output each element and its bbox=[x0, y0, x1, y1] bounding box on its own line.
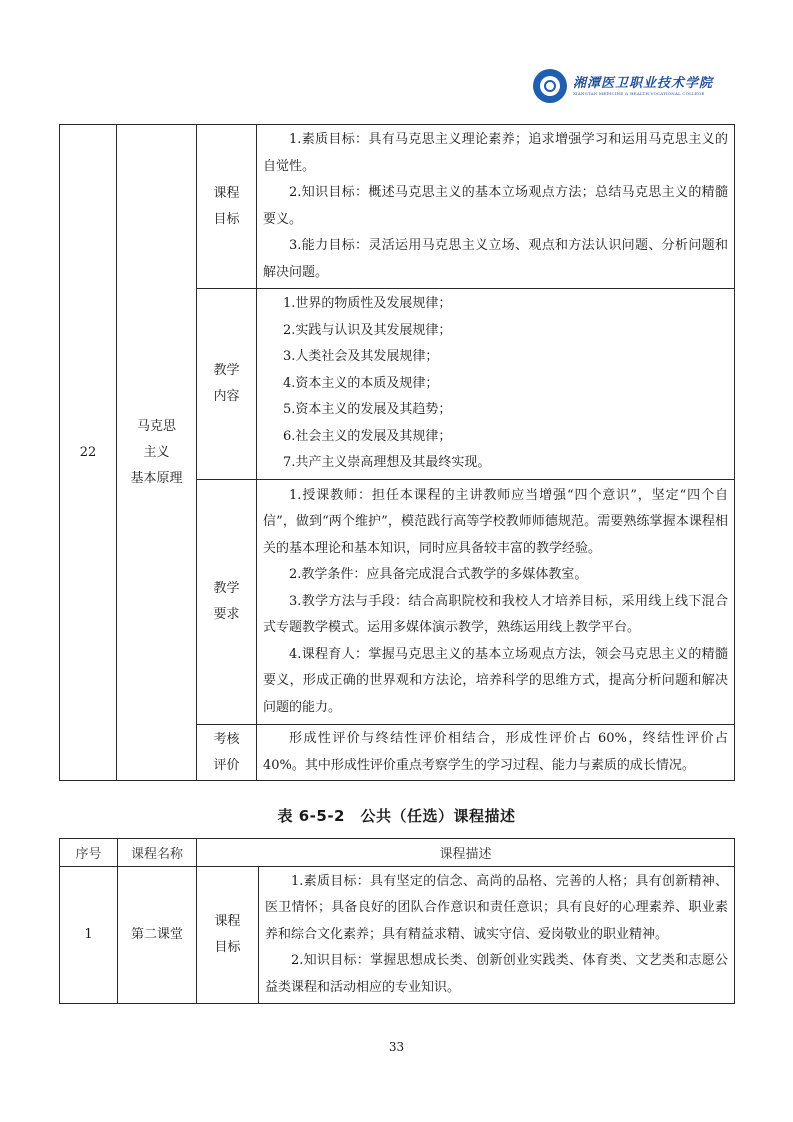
header-index: 序号 bbox=[60, 839, 118, 867]
label-line: 教学 bbox=[213, 363, 240, 378]
paragraph: 2.知识目标：概述马克思主义的基本立场观点方法；总结马克思主义的精髓要义。 bbox=[263, 185, 728, 227]
label-line: 课程 bbox=[213, 185, 240, 201]
label-line: 目标 bbox=[214, 940, 241, 955]
label-line: 教学 bbox=[213, 581, 240, 596]
paragraph: 形成性评价与终结性评价相结合，形成性评价占 60%，终结性评价占 40%。其中形成性评价重点考察学生的学习过程、能力与素质的成长情况。 bbox=[263, 731, 728, 773]
list-item: 7.共产主义崇高理想及其最终实现。 bbox=[283, 455, 491, 471]
college-name-cn: 湘潭医卫职业技术学院 bbox=[573, 75, 714, 91]
paragraph: 1.授课教师：担任本课程的主讲教师应当增强“四个意识”，坚定“四个自信”，做到“两个维护”，模范践行高等学校教师师德规范。需要熟练掌握本课程相关的基本理论和基本知识，同时应具备较丰富的教学经验。 bbox=[263, 487, 728, 556]
section-label-goals bbox=[197, 867, 259, 1004]
section-content-requirements bbox=[257, 480, 735, 725]
section-label-goals bbox=[197, 125, 257, 289]
list-item: 3.人类社会及其发展规律； bbox=[283, 349, 439, 365]
label-line: 目标 bbox=[213, 211, 240, 227]
label-line: 内容 bbox=[213, 389, 240, 404]
list-item: 5.资本主义的发展及其趋势； bbox=[283, 402, 452, 418]
college-logo bbox=[533, 66, 713, 106]
section-label-assessment bbox=[197, 725, 257, 781]
header-course-name: 课程名称 bbox=[118, 839, 197, 867]
label-line: 评价 bbox=[213, 757, 240, 773]
row-index: 1 bbox=[60, 867, 118, 1004]
section-label-content bbox=[197, 289, 257, 480]
header-course-description: 课程描述 bbox=[197, 839, 735, 867]
list-item: 2.实践与认识及其发展规律； bbox=[283, 322, 452, 338]
course-name-line: 马克思 bbox=[136, 418, 176, 434]
paragraph: 2.教学条件：应具备完成混合式教学的多媒体教室。 bbox=[289, 567, 588, 583]
section-content-topics bbox=[257, 289, 735, 480]
row-index: 22 bbox=[60, 125, 117, 781]
college-seal-icon bbox=[533, 69, 567, 103]
course-table-required bbox=[59, 124, 735, 781]
paragraph: 3.教学方法与手段：结合高职院校和我校人才培养目标，采用线上线下混合式专题教学模式。运用多媒体演示教学，熟练运用线上教学平台。 bbox=[263, 593, 728, 636]
paragraph: 2.知识目标：掌握思想成长类、创新创业实践类、体育类、文艺类和志愿公益类课程和活动相应的专业知识。 bbox=[265, 953, 729, 995]
college-logo-text bbox=[573, 77, 713, 96]
paragraph: 1.素质目标：具有坚定的信念、高尚的品格、完善的人格；具有创新精神、医卫情怀；具备良好的团队合作意识和责任意识；具有良好的心理素养、职业素养和综合文化素养；具有精益求精、诚实守信、爱岗敬业的职业精神。 bbox=[265, 873, 729, 942]
course-name-line: 主义 bbox=[143, 444, 170, 460]
label-line: 要求 bbox=[213, 607, 240, 622]
list-item: 4.资本主义的本质及规律； bbox=[283, 375, 439, 391]
course-name: 第二课堂 bbox=[118, 867, 197, 1004]
paragraph: 3.能力目标：灵活运用马克思主义立场、观点和方法认识问题、分析问题和解决问题。 bbox=[263, 238, 728, 280]
section-content-assessment bbox=[257, 725, 735, 781]
course-name-line: 基本原理 bbox=[130, 470, 183, 486]
page-number: 33 bbox=[388, 1040, 405, 1054]
section-content-goals bbox=[257, 125, 735, 289]
label-line: 课程 bbox=[214, 914, 241, 929]
paragraph: 4.课程育人：掌握马克思主义的基本立场观点方法，领会马克思主义的精髓要义，形成正确的世界观和方法论，培养科学的思维方式，提高分析问题和解决问题的能力。 bbox=[263, 646, 728, 715]
list-item: 1.世界的物质性及发展规律； bbox=[283, 296, 452, 312]
course-table-elective bbox=[59, 838, 735, 1004]
college-name-en: XIANGTAN MEDICINE & HEALTH VOCATIONAL COLLEGE bbox=[573, 90, 705, 96]
table-caption: 表 6-5-2 公共（任选）课程描述 bbox=[277, 807, 516, 825]
paragraph: 1.素质目标：具有马克思主义理论素养；追求增强学习和运用马克思主义的自觉性。 bbox=[263, 132, 728, 174]
label-line: 考核 bbox=[213, 731, 240, 747]
course-name bbox=[117, 125, 197, 781]
list-item: 6.社会主义的发展及其规律； bbox=[283, 428, 452, 444]
section-label-requirements bbox=[197, 480, 257, 725]
section-content-goals bbox=[259, 867, 735, 1004]
